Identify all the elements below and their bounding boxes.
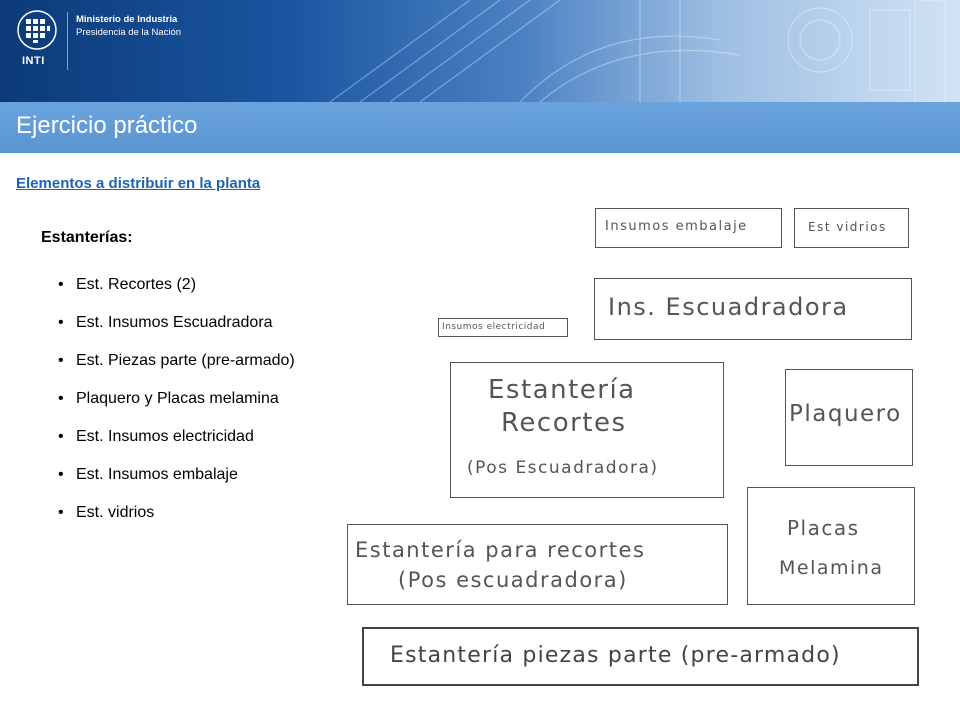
bullet-list xyxy=(58,276,295,542)
section-heading-link[interactable]: Elementos a distribuir en la planta xyxy=(16,175,261,192)
box-label-line2: Recortes xyxy=(501,408,627,438)
box-estanteria-recortes xyxy=(450,362,724,498)
bullet-icon: • xyxy=(58,504,64,521)
box-placas-melamina xyxy=(747,487,915,605)
box-label: Plaquero xyxy=(789,401,902,427)
box-label-line1: Placas xyxy=(787,516,860,540)
ministry-line2: Presidencia de la Nación xyxy=(76,27,182,38)
box-label: Estantería piezas parte (pre-armado) xyxy=(390,643,841,668)
list-item xyxy=(58,352,295,390)
bullet-icon: • xyxy=(58,276,64,293)
header-divider xyxy=(67,12,68,70)
box-label: Insumos embalaje xyxy=(605,219,748,234)
list-item xyxy=(58,390,295,428)
box-label-line3: (Pos Escuadradora) xyxy=(467,458,659,478)
list-item-text: Est. vidrios xyxy=(76,504,155,521)
list-item xyxy=(58,276,295,314)
box-insumos-electricidad xyxy=(438,318,568,337)
bullet-icon: • xyxy=(58,314,64,331)
logo-text: INTI xyxy=(22,55,45,67)
box-plaquero xyxy=(785,369,913,466)
box-label-line1: Estantería para recortes xyxy=(355,538,646,562)
ministry-line1: Ministerio de Industria xyxy=(76,14,178,25)
bullet-icon: • xyxy=(58,466,64,483)
box-ins-escuadradora xyxy=(594,278,912,340)
subheading: Estanterías: xyxy=(41,229,133,246)
ministry-text xyxy=(76,13,181,39)
header-banner xyxy=(0,0,960,102)
page-title: Ejercicio práctico xyxy=(16,112,198,139)
list-item xyxy=(58,504,295,542)
list-item-text: Est. Insumos embalaje xyxy=(76,466,238,483)
box-label: Est vidrios xyxy=(808,220,887,234)
list-item xyxy=(58,314,295,352)
box-label: Ins. Escuadradora xyxy=(608,293,849,321)
title-bar xyxy=(0,102,960,153)
box-est-vidrios xyxy=(794,208,909,248)
list-item-text: Est. Insumos electricidad xyxy=(76,428,254,445)
box-label-line2: (Pos escuadradora) xyxy=(398,568,628,592)
list-item xyxy=(58,428,295,466)
inti-logo-icon xyxy=(17,10,57,50)
list-item-text: Plaquero y Placas melamina xyxy=(76,390,279,407)
list-item-text: Est. Recortes (2) xyxy=(76,276,197,293)
list-item xyxy=(58,466,295,504)
list-item-text: Est. Piezas parte (pre-armado) xyxy=(76,352,295,369)
box-label: Insumos electricidad xyxy=(442,322,546,332)
box-insumos-embalaje xyxy=(595,208,782,248)
box-label-line1: Estantería xyxy=(488,375,636,405)
box-label-line2: Melamina xyxy=(779,557,884,579)
list-item-text: Est. Insumos Escuadradora xyxy=(76,314,273,331)
box-estanteria-piezas xyxy=(362,627,919,686)
bullet-icon: • xyxy=(58,428,64,445)
box-estanteria-para-recortes xyxy=(347,524,728,605)
bullet-icon: • xyxy=(58,352,64,369)
bullet-icon: • xyxy=(58,390,64,407)
